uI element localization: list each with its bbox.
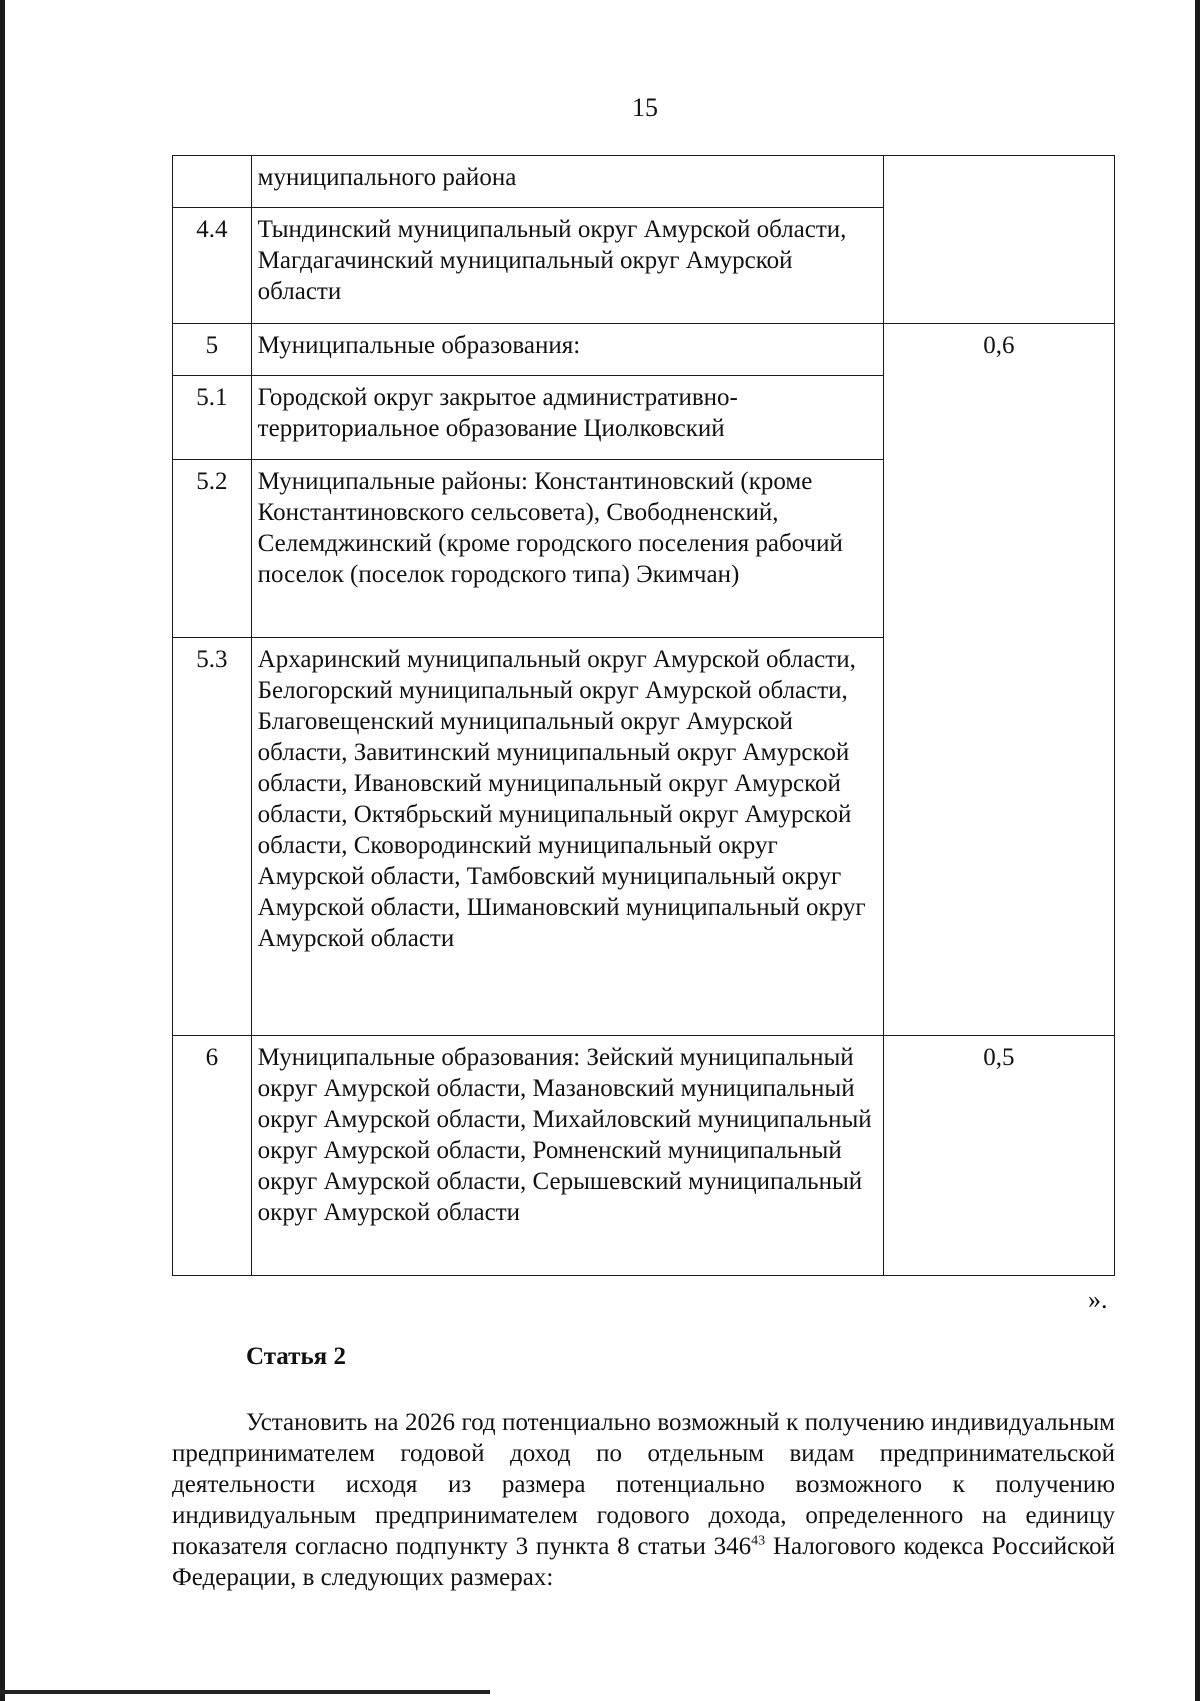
paragraph-superscript: 43 — [751, 1533, 766, 1549]
row-name: Муниципальные образования: Зейский муниципальный округ Амурской области, Мазановский муниципальный округ Амурской области, Михайловский муниципальный округ Амурской области, Ромненский муниципальный округ Амурской области, Серышевский муниципальный округ Амурской области — [251, 1036, 883, 1276]
row-number — [173, 156, 252, 208]
scan-bottom-line — [0, 1690, 490, 1694]
row-number: 5.2 — [173, 460, 252, 638]
row-number: 5.3 — [173, 638, 252, 1036]
row-number: 5.1 — [173, 376, 252, 460]
row-rate: 0,6 — [883, 324, 1114, 1036]
paragraph-text-end: Налогового кодекса Российской Федерации, в следующих размерах: — [172, 1533, 1115, 1591]
article-heading: Статья 2 — [246, 1343, 346, 1370]
row-name: Муниципальные районы: Константиновский (кроме Константиновского сельсовета), Свободненский, Селемджинский (кроме городского поселения рабочий поселок (поселок городского типа) Экимчан) — [251, 460, 883, 638]
row-name: Муниципальные образования: — [251, 324, 883, 376]
table-row — [173, 156, 1115, 208]
rates-table — [172, 155, 1115, 1276]
scan-right-edge — [1195, 0, 1200, 1701]
row-rate: 0,5 — [883, 1036, 1114, 1276]
row-number: 6 — [173, 1036, 252, 1276]
closing-quote: ». — [1088, 1285, 1108, 1314]
row-number: 5 — [173, 324, 252, 376]
table-row — [173, 324, 1115, 376]
row-rate — [883, 156, 1114, 324]
scan-left-edge — [0, 0, 5, 1701]
paragraph-text: Установить на 2026 год потенциально возможный к получению индивидуальным предпринимателем годовой доход по отдельным видам предпринимательской деятельности исходя из размера потенциально возможного к получению индивидуальным предпринимателем годового дохода, определенного на единицу показателя согласно подпункту 3 пункта 8 статьи 346 — [172, 1409, 1115, 1560]
table-row — [173, 1036, 1115, 1276]
row-name: Архаринский муниципальный округ Амурской области, Белогорский муниципальный округ Амурской области, Благовещенский муниципальный округ Амурской области, Завитинский муниципальный округ Амурской области, Ивановский муниципальный округ Амурской области, Октябрьский муниципальный округ Амурской области, Сковородинский муниципальный округ Амурской области, Тамбовский муниципальный округ Амурской области, Шимановский муниципальный округ Амурской области — [251, 638, 883, 1036]
page-number: 15 — [632, 93, 658, 122]
row-name: Городской округ закрытое административно-территориальное образование Циолковский — [251, 376, 883, 460]
row-number: 4.4 — [173, 208, 252, 324]
row-name: муниципального района — [251, 156, 883, 208]
article-paragraph — [172, 1407, 1115, 1593]
row-name: Тындинский муниципальный округ Амурской области, Магдагачинский муниципальный округ Амурской области — [251, 208, 883, 324]
